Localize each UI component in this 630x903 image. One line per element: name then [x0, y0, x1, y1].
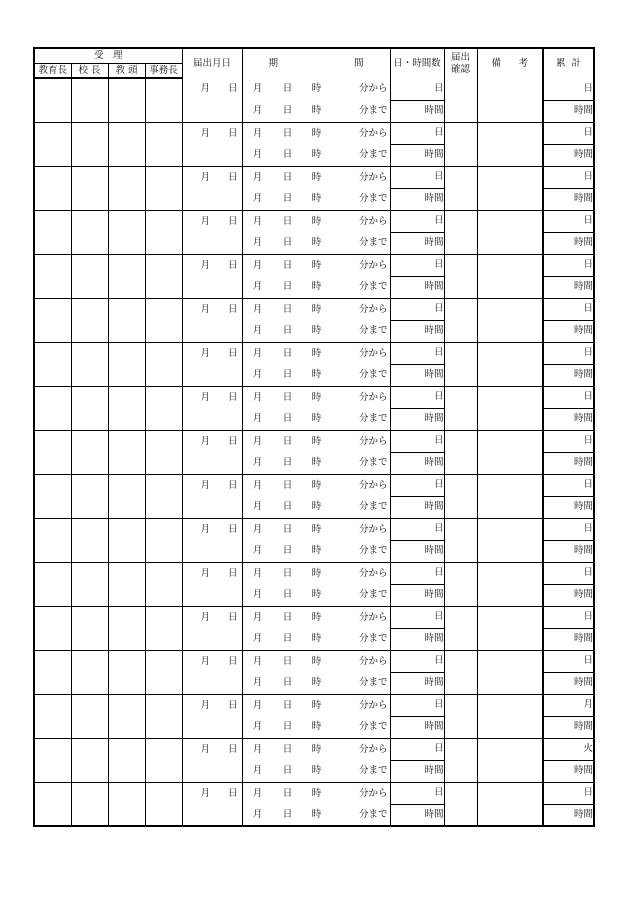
confirmation-cell[interactable]: [444, 254, 477, 298]
cumulative-days-cell: 日: [543, 166, 594, 188]
cumulative-hours-cell: 時間: [543, 760, 594, 782]
principal-stamp-cell[interactable]: [71, 342, 108, 386]
cumulative-days-cell: 日: [543, 782, 594, 804]
office-manager-stamp-cell[interactable]: [145, 166, 182, 210]
confirmation-cell[interactable]: [444, 694, 477, 738]
superintendent-stamp-cell[interactable]: [34, 298, 71, 342]
days-cell[interactable]: 日: [390, 298, 444, 320]
period-to-cell[interactable]: 月 日 時 分まで: [242, 584, 390, 606]
period-from-cell[interactable]: 月 日 時 分から: [242, 210, 390, 232]
principal-stamp-cell[interactable]: [71, 210, 108, 254]
hours-cell[interactable]: 時間: [390, 760, 444, 782]
remarks-cell[interactable]: [477, 166, 543, 210]
cumulative-hours-cell: 時間: [543, 232, 594, 254]
principal-stamp-cell[interactable]: [71, 122, 108, 166]
period-from-cell[interactable]: 月 日 時 分から: [242, 166, 390, 188]
cumulative-days-cell: 火: [543, 738, 594, 760]
leave-ledger-table: [33, 47, 595, 827]
hours-cell[interactable]: 時間: [390, 408, 444, 430]
cumulative-days-cell: 日: [543, 342, 594, 364]
remarks-cell[interactable]: [477, 474, 543, 518]
entry-row: [34, 518, 594, 540]
cumulative-days-cell: 日: [543, 518, 594, 540]
entry-row: [34, 694, 594, 716]
notification-date-cell[interactable]: [182, 364, 242, 386]
cumulative-hours-cell: 時間: [543, 364, 594, 386]
period-to-cell[interactable]: 月 日 時 分まで: [242, 760, 390, 782]
confirmation-cell[interactable]: [444, 650, 477, 694]
period-from-cell[interactable]: 月 日 時 分から: [242, 782, 390, 804]
vice-principal-stamp-cell[interactable]: [108, 474, 145, 518]
confirmation-cell[interactable]: [444, 782, 477, 826]
cumulative-days-cell: 日: [543, 254, 594, 276]
office-manager-stamp-cell[interactable]: [145, 78, 182, 122]
period-to-cell[interactable]: 月 日 時 分まで: [242, 540, 390, 562]
remarks-cell[interactable]: [477, 694, 543, 738]
superintendent-stamp-cell[interactable]: [34, 782, 71, 826]
period-from-cell[interactable]: 月 日 時 分から: [242, 650, 390, 672]
hours-cell[interactable]: 時間: [390, 584, 444, 606]
cumulative-hours-cell: 時間: [543, 452, 594, 474]
remarks-cell[interactable]: [477, 562, 543, 606]
cumulative-days-cell: 日: [543, 210, 594, 232]
cumulative-hours-cell: 時間: [543, 496, 594, 518]
superintendent-stamp-cell[interactable]: [34, 738, 71, 782]
entry-row: [34, 78, 594, 100]
notification-date-cell[interactable]: 月 日: [182, 738, 242, 760]
period-from-cell[interactable]: 月 日 時 分から: [242, 298, 390, 320]
notification-date-cell[interactable]: [182, 452, 242, 474]
entry-row: [34, 386, 594, 408]
vice-principal-stamp-cell[interactable]: [108, 430, 145, 474]
confirmation-cell[interactable]: [444, 738, 477, 782]
period-header: 期 間: [242, 48, 390, 78]
entry-row: [34, 650, 594, 672]
vice-principal-stamp-cell[interactable]: [108, 78, 145, 122]
notification-date-cell[interactable]: 月 日: [182, 650, 242, 672]
period-from-cell[interactable]: 月 日 時 分から: [242, 474, 390, 496]
cumulative-days-cell: 日: [543, 78, 594, 100]
cumulative-hours-cell: 時間: [543, 100, 594, 122]
remarks-cell[interactable]: [477, 738, 543, 782]
principal-stamp-cell[interactable]: [71, 386, 108, 430]
period-to-cell[interactable]: 月 日 時 分まで: [242, 628, 390, 650]
superintendent-stamp-cell[interactable]: [34, 518, 71, 562]
notification-date-cell[interactable]: [182, 320, 242, 342]
notification-date-cell[interactable]: 月 日: [182, 78, 242, 100]
vice-principal-stamp-cell[interactable]: [108, 166, 145, 210]
vice-principal-stamp-cell[interactable]: [108, 562, 145, 606]
notification-date-cell[interactable]: [182, 276, 242, 298]
period-from-cell[interactable]: 月 日 時 分から: [242, 78, 390, 100]
remarks-header: 備 考: [477, 48, 543, 78]
office-manager-stamp-cell[interactable]: [145, 210, 182, 254]
hours-cell[interactable]: 時間: [390, 628, 444, 650]
principal-stamp-cell[interactable]: [71, 738, 108, 782]
days-cell[interactable]: 日: [390, 606, 444, 628]
notification-date-cell[interactable]: [182, 716, 242, 738]
vice-principal-stamp-cell[interactable]: [108, 210, 145, 254]
cumulative-days-cell: 日: [543, 298, 594, 320]
days-cell[interactable]: 日: [390, 518, 444, 540]
confirmation-cell[interactable]: [444, 430, 477, 474]
cumulative-days-cell: 日: [543, 650, 594, 672]
principal-stamp-cell[interactable]: [71, 518, 108, 562]
vice-principal-stamp-cell[interactable]: [108, 342, 145, 386]
superintendent-stamp-cell[interactable]: [34, 166, 71, 210]
notification-date-cell[interactable]: 月 日: [182, 386, 242, 408]
superintendent-stamp-cell[interactable]: [34, 430, 71, 474]
confirmation-cell[interactable]: [444, 518, 477, 562]
confirmation-cell[interactable]: [444, 166, 477, 210]
entry-row: [34, 210, 594, 232]
days-cell[interactable]: 日: [390, 474, 444, 496]
office-manager-stamp-cell[interactable]: [145, 650, 182, 694]
days-cell[interactable]: 日: [390, 122, 444, 144]
confirmation-cell[interactable]: [444, 606, 477, 650]
cumulative-hours-cell: 時間: [543, 716, 594, 738]
period-from-cell[interactable]: 月 日 時 分から: [242, 386, 390, 408]
superintendent-stamp-cell[interactable]: [34, 78, 71, 122]
hours-cell[interactable]: 時間: [390, 144, 444, 166]
entry-row: [34, 562, 594, 584]
vice-principal-stamp-cell[interactable]: [108, 650, 145, 694]
hours-cell[interactable]: 時間: [390, 232, 444, 254]
days-cell[interactable]: 日: [390, 254, 444, 276]
period-to-cell[interactable]: 月 日 時 分まで: [242, 496, 390, 518]
entry-row: [34, 254, 594, 276]
period-to-cell[interactable]: 月 日 時 分まで: [242, 188, 390, 210]
confirmation-cell[interactable]: [444, 210, 477, 254]
period-from-cell[interactable]: 月 日 時 分から: [242, 342, 390, 364]
cumulative-hours-cell: 時間: [543, 408, 594, 430]
cumulative-hours-cell: 時間: [573, 809, 593, 820]
remarks-cell[interactable]: [477, 210, 543, 254]
entry-row: [34, 166, 594, 188]
notification-date-cell[interactable]: [182, 232, 242, 254]
confirmation-cell[interactable]: [444, 386, 477, 430]
superintendent-stamp-cell[interactable]: [34, 606, 71, 650]
principal-stamp-cell[interactable]: [71, 562, 108, 606]
notification-date-cell[interactable]: 月 日: [182, 254, 242, 276]
cumulative-hours-cell: 時間: [543, 144, 594, 166]
office-manager-stamp-cell[interactable]: [145, 386, 182, 430]
period-from-cell[interactable]: 月 日 時 分から: [242, 430, 390, 452]
hours-cell[interactable]: 時間: [390, 716, 444, 738]
days-cell[interactable]: 日: [390, 430, 444, 452]
office-manager-stamp-cell[interactable]: [145, 738, 182, 782]
days-hours-header: 日・時間数: [390, 48, 444, 78]
remarks-cell[interactable]: [477, 342, 543, 386]
cumulative-hours-cell: 時間: [543, 584, 594, 606]
confirmation-cell[interactable]: [444, 298, 477, 342]
days-cell[interactable]: 日: [390, 650, 444, 672]
period-from-cell[interactable]: 月 日 時 分から: [242, 562, 390, 584]
cumulative-hours-cell: 時間: [543, 628, 594, 650]
notification-date-cell[interactable]: [182, 100, 242, 122]
period-to-cell[interactable]: 月 日 時 分まで: [242, 232, 390, 254]
days-cell[interactable]: 日: [390, 210, 444, 232]
principal-header: 校 長: [71, 63, 108, 78]
remarks-cell[interactable]: [477, 518, 543, 562]
period-to-cell[interactable]: 月 日 時 分まで: [242, 452, 390, 474]
days-cell[interactable]: 日: [390, 782, 444, 804]
principal-stamp-cell[interactable]: [71, 166, 108, 210]
notification-date-cell[interactable]: 月 日: [182, 694, 242, 716]
remarks-cell[interactable]: [477, 78, 543, 122]
cumulative-hours-cell: 時間: [543, 672, 594, 694]
vice-principal-header: 教 頭: [108, 63, 145, 78]
remarks-cell[interactable]: [477, 606, 543, 650]
hours-cell[interactable]: 時間: [390, 672, 444, 694]
vice-principal-stamp-cell[interactable]: [108, 386, 145, 430]
notification-date-cell[interactable]: 月 日: [182, 562, 242, 584]
vice-principal-stamp-cell[interactable]: [108, 122, 145, 166]
superintendent-stamp-cell[interactable]: [34, 650, 71, 694]
remarks-cell[interactable]: [477, 650, 543, 694]
vice-principal-stamp-cell[interactable]: [108, 694, 145, 738]
office-manager-stamp-cell[interactable]: [145, 518, 182, 562]
remarks-cell[interactable]: [477, 122, 543, 166]
period-to-cell[interactable]: 月 日 時 分まで: [242, 320, 390, 342]
remarks-cell[interactable]: [477, 782, 543, 826]
cumulative-days-cell: 日: [543, 430, 594, 452]
vice-principal-stamp-cell[interactable]: [108, 298, 145, 342]
superintendent-stamp-cell[interactable]: [34, 474, 71, 518]
confirmation-header: 届出 確認: [444, 48, 477, 78]
hours-cell[interactable]: 時間: [390, 320, 444, 342]
office-manager-stamp-cell[interactable]: [145, 430, 182, 474]
period-from-cell[interactable]: 月 日 時 分から: [242, 606, 390, 628]
remarks-cell[interactable]: [477, 254, 543, 298]
office-manager-stamp-cell[interactable]: [145, 782, 182, 826]
vice-principal-stamp-cell[interactable]: [108, 738, 145, 782]
notification-date-cell[interactable]: [182, 188, 242, 210]
office-manager-stamp-cell[interactable]: [145, 122, 182, 166]
notification-date-cell[interactable]: [182, 584, 242, 606]
superintendent-stamp-cell[interactable]: [34, 122, 71, 166]
cumulative-hours-cell: 時間: [543, 276, 594, 298]
entry-row: [34, 782, 594, 804]
notification-date-cell[interactable]: 月 日: [182, 298, 242, 320]
confirmation-cell[interactable]: [444, 562, 477, 606]
office-manager-stamp-cell[interactable]: [145, 474, 182, 518]
principal-stamp-cell[interactable]: [71, 650, 108, 694]
notification-date-cell[interactable]: 月 日: [182, 518, 242, 540]
notification-date-cell[interactable]: [182, 672, 242, 694]
superintendent-stamp-cell[interactable]: [34, 342, 71, 386]
principal-stamp-cell[interactable]: [71, 694, 108, 738]
notification-date-cell[interactable]: [182, 540, 242, 562]
period-to-cell[interactable]: 月 日 時 分まで: [242, 364, 390, 386]
cumulative-hours-cell: 時間: [543, 540, 594, 562]
entry-row: [34, 342, 594, 364]
vice-principal-stamp-cell[interactable]: [108, 518, 145, 562]
superintendent-stamp-cell[interactable]: [34, 254, 71, 298]
entry-row: [34, 430, 594, 452]
notification-date-header: 届出月日: [182, 48, 242, 78]
period-to-cell[interactable]: 月 日 時 分まで: [242, 672, 390, 694]
days-cell[interactable]: 日: [390, 78, 444, 100]
remarks-cell[interactable]: [477, 430, 543, 474]
entry-row: [34, 474, 594, 496]
notification-date-cell[interactable]: [182, 628, 242, 650]
notification-date-cell[interactable]: [182, 804, 242, 826]
confirmation-cell[interactable]: [444, 122, 477, 166]
superintendent-header: 教育長: [34, 63, 71, 78]
notification-date-cell[interactable]: 月 日: [182, 342, 242, 364]
cumulative-days-cell: 日: [543, 562, 594, 584]
vice-principal-stamp-cell[interactable]: [108, 606, 145, 650]
receipt-header: 受 理: [34, 48, 182, 63]
hours-cell[interactable]: 時間: [390, 452, 444, 474]
superintendent-stamp-cell[interactable]: [34, 694, 71, 738]
remarks-cell[interactable]: [477, 386, 543, 430]
superintendent-stamp-cell[interactable]: [34, 386, 71, 430]
period-to-cell[interactable]: 月 日 時 分まで: [242, 408, 390, 430]
cumulative-header: 累 計: [556, 57, 581, 69]
period-from-cell[interactable]: 月 日 時 分から: [242, 738, 390, 760]
remarks-cell[interactable]: [477, 298, 543, 342]
days-cell[interactable]: 日: [390, 166, 444, 188]
notification-date-cell[interactable]: [182, 408, 242, 430]
period-to-cell[interactable]: 月 日 時 分まで: [242, 804, 390, 826]
office-manager-stamp-cell[interactable]: [145, 254, 182, 298]
hours-cell[interactable]: 時間: [390, 804, 444, 826]
cumulative-hours-cell: 時間: [543, 320, 594, 342]
days-cell[interactable]: 日: [390, 694, 444, 716]
days-cell[interactable]: 日: [390, 386, 444, 408]
confirmation-cell[interactable]: [444, 342, 477, 386]
notification-date-cell[interactable]: 月 日: [182, 122, 242, 144]
period-from-cell[interactable]: 月 日 時 分から: [242, 254, 390, 276]
notification-date-cell[interactable]: 月 日: [182, 166, 242, 188]
entry-row: [34, 122, 594, 144]
vice-principal-stamp-cell[interactable]: [108, 782, 145, 826]
hours-cell[interactable]: 時間: [390, 364, 444, 386]
principal-stamp-cell[interactable]: [71, 298, 108, 342]
cumulative-hours-cell: 時間: [543, 188, 594, 210]
notification-date-cell[interactable]: [182, 760, 242, 782]
period-from-cell[interactable]: 月 日 時 分から: [242, 694, 390, 716]
hours-cell[interactable]: 時間: [390, 276, 444, 298]
entry-row: [34, 298, 594, 320]
office-manager-stamp-cell[interactable]: [145, 298, 182, 342]
superintendent-stamp-cell[interactable]: [34, 210, 71, 254]
hours-cell[interactable]: 時間: [390, 496, 444, 518]
cumulative-days-cell: 日: [543, 474, 594, 496]
cumulative-days-cell: 日: [543, 386, 594, 408]
days-cell[interactable]: 日: [390, 562, 444, 584]
confirmation-cell[interactable]: [444, 78, 477, 122]
principal-stamp-cell[interactable]: [71, 254, 108, 298]
hours-cell[interactable]: 時間: [390, 188, 444, 210]
cumulative-days-cell: 日: [543, 606, 594, 628]
notification-date-cell[interactable]: [182, 496, 242, 518]
hours-cell[interactable]: 時間: [390, 100, 444, 122]
days-cell[interactable]: 日: [390, 738, 444, 760]
confirmation-cell[interactable]: [444, 474, 477, 518]
entry-row: [34, 606, 594, 628]
period-to-cell[interactable]: 月 日 時 分まで: [242, 276, 390, 298]
office-manager-stamp-cell[interactable]: [145, 562, 182, 606]
notification-date-cell[interactable]: 月 日: [182, 210, 242, 232]
notification-date-cell[interactable]: [182, 144, 242, 166]
entry-row: [34, 738, 594, 760]
hours-cell[interactable]: 時間: [390, 540, 444, 562]
office-manager-header: 事務長: [145, 63, 182, 78]
principal-stamp-cell[interactable]: [71, 430, 108, 474]
notification-date-cell[interactable]: 月 日: [182, 606, 242, 628]
principal-stamp-cell[interactable]: [71, 606, 108, 650]
cumulative-days-cell: 月: [543, 694, 594, 716]
notification-date-cell[interactable]: 月 日: [182, 782, 242, 804]
notification-date-cell[interactable]: 月 日: [182, 474, 242, 496]
principal-stamp-cell[interactable]: [71, 474, 108, 518]
superintendent-stamp-cell[interactable]: [34, 562, 71, 606]
period-from-cell[interactable]: 月 日 時 分から: [242, 122, 390, 144]
period-to-cell[interactable]: 月 日 時 分まで: [242, 144, 390, 166]
office-manager-stamp-cell[interactable]: [145, 342, 182, 386]
period-to-cell[interactable]: 月 日 時 分まで: [242, 100, 390, 122]
vice-principal-stamp-cell[interactable]: [108, 254, 145, 298]
office-manager-stamp-cell[interactable]: [145, 606, 182, 650]
period-to-cell[interactable]: 月 日 時 分まで: [242, 716, 390, 738]
cumulative-days-cell: 日: [543, 122, 594, 144]
principal-stamp-cell[interactable]: [71, 782, 108, 826]
principal-stamp-cell[interactable]: [71, 78, 108, 122]
period-from-cell[interactable]: 月 日 時 分から: [242, 518, 390, 540]
notification-date-cell[interactable]: 月 日: [182, 430, 242, 452]
office-manager-stamp-cell[interactable]: [145, 694, 182, 738]
days-cell[interactable]: 日: [390, 342, 444, 364]
